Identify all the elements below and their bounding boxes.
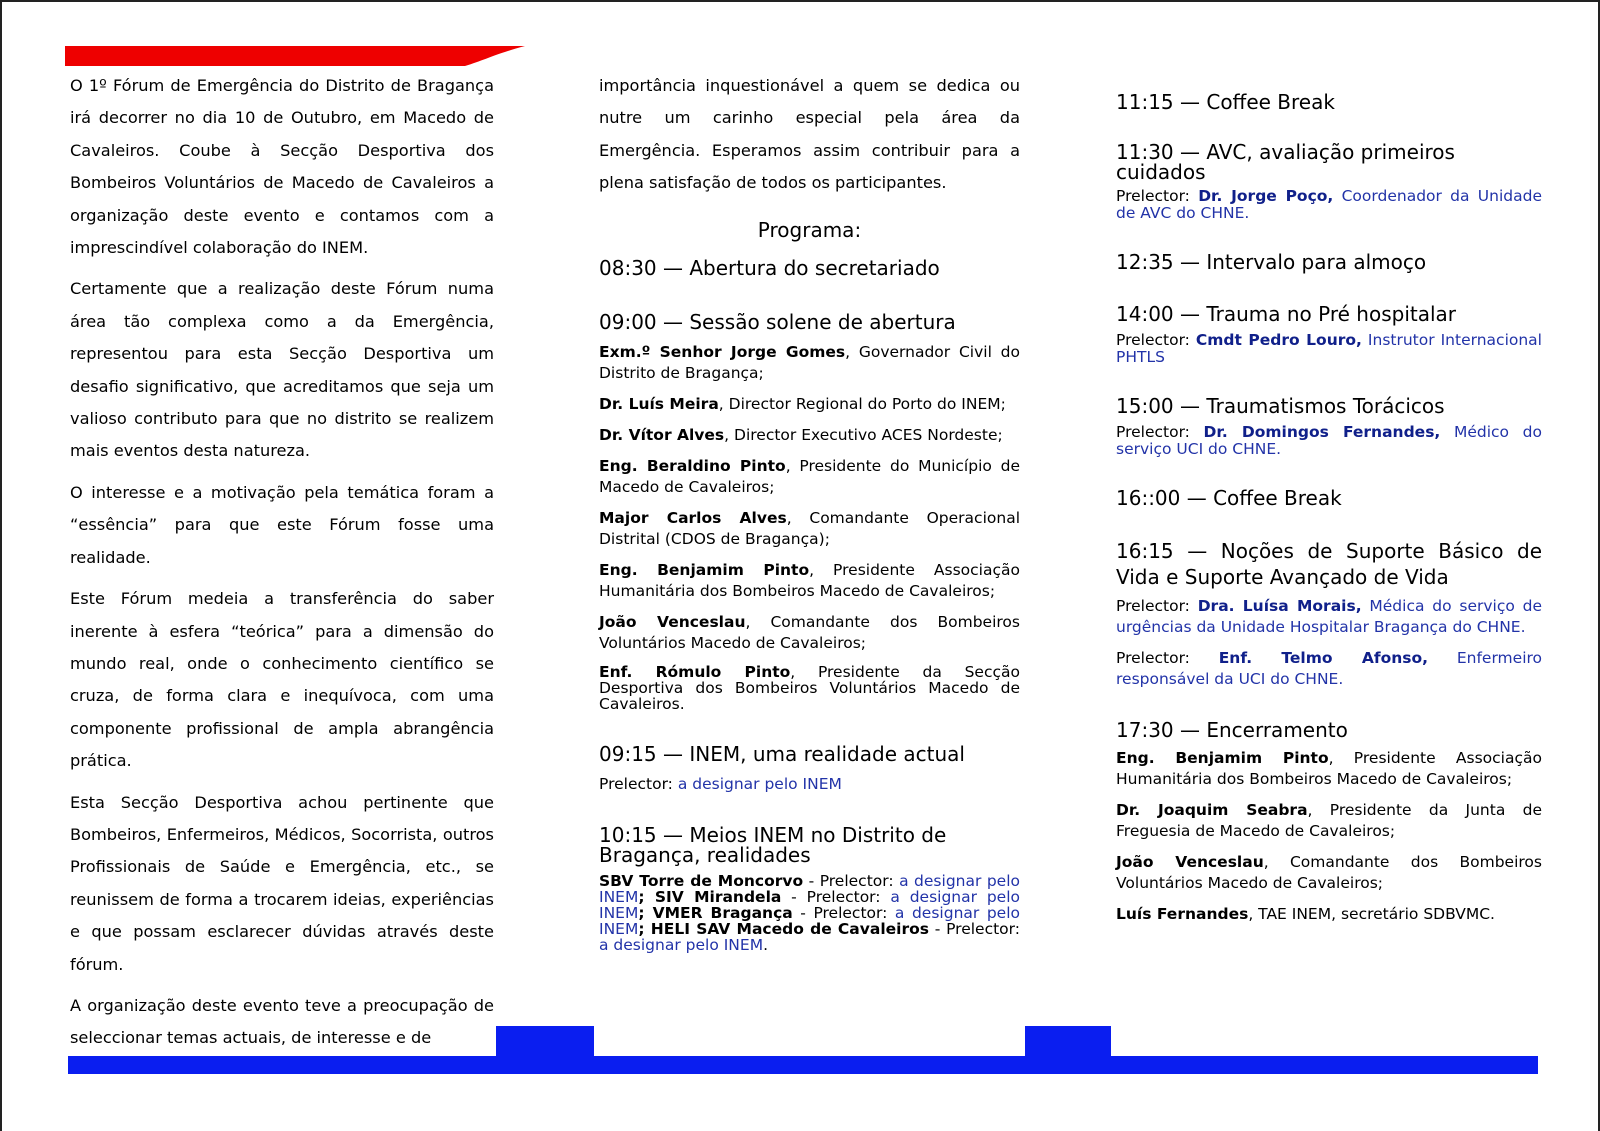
slot-1400-prelector: Prelector: Cmdt Pedro Louro, Instrutor Internacional PHTLS [1116,331,1542,366]
intro-paragraph-2: Certamente que a realização deste Fórum numa área tão complexa como a da Emergência, representou para esta Secção Desportiva um desafio significativo, que acreditamos que seja um valioso contributo para que no distrito se realizem mais eventos desta natureza. [70,279,494,461]
closing-item: Dr. Joaquim Seabra, Presidente da Junta de Freguesia de Macedo de Cavaleiros; [1116,801,1542,840]
closing-item: Eng. Benjamim Pinto, Presidente Associação Humanitária dos Bombeiros Macedo de Cavaleiros; [1116,749,1542,788]
closing-item: João Venceslau, Comandante dos Bombeiros Voluntários Macedo de Cavaleiros; [1116,853,1542,892]
slot-1500-prelector: Prelector: Dr. Domingos Fernandes, Médico do serviço UCI do CHNE. [1116,423,1542,458]
slot-1615-prelector-1: Prelector: Dra. Luísa Morais, Médica do serviço de urgências da Unidade Hospitalar Bragança do CHNE. [1116,597,1542,636]
slot-1615: 16:15 — Noções de Suporte Básico de Vida e Suporte Avançado de Vida [1116,539,1542,589]
slot-1130-prelector: Prelector: Dr. Jorge Poço, Coordenador da Unidade de AVC do CHNE. [1116,187,1542,222]
speaker-item: Eng. Benjamim Pinto, Presidente Associação Humanitária dos Bombeiros Macedo de Cavaleiros; [599,560,1020,600]
speaker-item: Dr. Vítor Alves, Director Executivo ACES Nordeste; [599,425,1003,444]
intro-paragraph-1: O 1º Fórum de Emergência do Distrito de Bragança irá decorrer no dia 10 de Outubro, em Macedo de Cavaleiros. Coube à Secção Desportiva dos Bombeiros Voluntários de Macedo de Cavaleiros a organização deste evento e contamos com a imprescindível colaboração do INEM. [70,76,494,258]
slot-1730: 17:30 — Encerramento [1116,718,1348,742]
slot-1015: 10:15 — Meios INEM no Distrito de Bragança, realidades [599,822,947,867]
intro-paragraph-7: importância inquestionável a quem se dedica ou nutre um carinho especial pela área da Emergência. Esperamos assim contribuir para a plena satisfação de todos os participantes. [599,76,1020,193]
slot-0900: 09:00 — Sessão solene de abertura [599,309,956,334]
blue-footer-stripe [68,1056,1538,1074]
slot-1115: 11:15 — Coffee Break [1116,90,1335,114]
slot-0915: 09:15 — INEM, uma realidade actual [599,741,965,766]
intro-paragraph-6: A organização deste evento teve a preocupação de seleccionar temas actuais, de interesse e de [70,995,494,1048]
red-header-stripe [65,46,525,70]
slot-1235: 12:35 — Intervalo para almoço [1116,250,1427,274]
speaker-item: Exm.º Senhor Jorge Gomes, Governador Civil do Distrito de Bragança; [599,342,1020,382]
intro-column [70,70,494,1064]
slot-0830: 08:30 — Abertura do secretariado [599,255,940,280]
program-column-2 [1116,90,1542,935]
slot-1600: 16::00 — Coffee Break [1116,486,1342,510]
speaker-item: João Venceslau, Comandante dos Bombeiros Voluntários Macedo de Cavaleiros; [599,612,1020,652]
program-column-1 [599,70,1020,963]
slot-1615-prelector-2: Prelector: Enf. Telmo Afonso, Enfermeiro responsável da UCI do CHNE. [1116,649,1543,688]
slot-0915-prelector: Prelector: a designar pelo INEM [599,774,842,793]
program-title: Programa: [757,217,862,242]
closing-item: Luís Fernandes, TAE INEM, secretário SDBVMC. [1116,905,1495,923]
slot-1500: 15:00 — Traumatismos Torácicos [1116,394,1445,418]
speaker-item: Major Carlos Alves, Comandante Operacional Distrital (CDOS de Bragança); [599,508,1020,548]
slot-1130: 11:30 — AVC, avaliação primeiros cuidados [1116,140,1455,184]
speaker-item: Enf. Rómulo Pinto, Presidente da Secção Desportiva dos Bombeiros Voluntários Macedo de Cavaleiros. [599,662,1020,713]
slot-1400: 14:00 — Trauma no Pré hospitalar [1116,302,1457,326]
intro-paragraph-5: Esta Secção Desportiva achou pertinente que Bombeiros, Enfermeiros, Médicos, Socorrista, outros Profissionais de Saúde e Emergência, etc., se reunissem de forma a trocarem ideias, experiências e que possam esclarecer dúvidas através deste fórum. [70,792,494,974]
speaker-item: Dr. Luís Meira, Director Regional do Porto do INEM; [599,394,1006,413]
slot-1015-units: SBV Torre de Moncorvo - Prelector: a designar pelo INEM; SIV Mirandela - Prelector: a designar pelo INEM; VMER Bragança - Prelector: a designar pelo INEM; HELI SAV Macedo de Cavaleiros - Prelector: a designar pelo INEM. [599,871,1021,954]
intro-paragraph-3: O interesse e a motivação pela temática foram a “essência” para que este Fórum fosse uma realidade. [70,482,494,567]
page-border-top [0,0,1600,2]
intro-paragraph-4: Este Fórum medeia a transferência do saber inerente à esfera “teórica” para a dimensão do mundo real, onde o conhecimento científico se cruza, de forma clara e inequívoca, com uma componente profissional de ampla abrangência prática. [70,589,494,771]
page-border-left [0,0,2,1131]
speaker-item: Eng. Beraldino Pinto, Presidente do Município de Macedo de Cavaleiros; [599,456,1021,496]
